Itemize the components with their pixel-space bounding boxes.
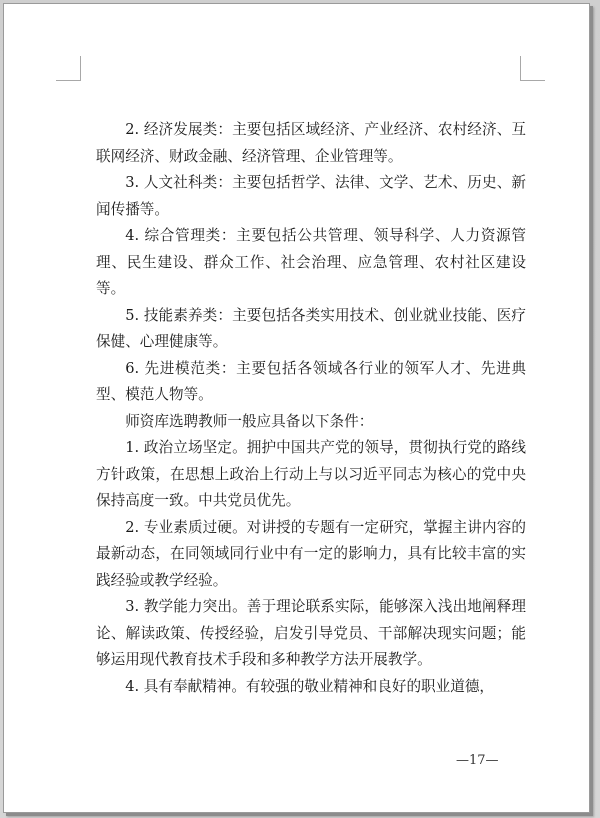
page-number: —17— <box>456 753 499 768</box>
paragraph-condition-professional: 2. 专业素质过硬。对讲授的专题有一定研究，掌握主讲内容的最新动态，在同领域同行业中有一定的影响力，具有比较丰富的实践经验或教学经验。 <box>96 518 526 589</box>
paragraph-humanities: 3. 人文社科类：主要包括哲学、法律、文学、艺术、历史、新闻传播等。 <box>96 174 526 218</box>
paragraph-condition-dedication: 4. 具有奉献精神。有较强的敬业精神和良好的职业道德， <box>125 677 495 695</box>
crop-mark-top-left <box>56 56 81 81</box>
paragraph-economy: 2. 经济发展类：主要包括区域经济、产业经济、农村经济、互联网经济、财政金融、经济管理、企业管理等。 <box>96 121 526 165</box>
paragraph-skills: 5. 技能素养类：主要包括各类实用技术、创业就业技能、医疗保健、心理健康等。 <box>96 306 526 350</box>
page-body <box>96 117 526 700</box>
paragraph-models: 6. 先进模范类：主要包括各领域各行业的领军人才、先进典型、模范人物等。 <box>96 359 526 403</box>
paragraph-condition-teaching: 3. 教学能力突出。善于理论联系实际，能够深入浅出地阐释理论、解读政策、传授经验，启发引导党员、干部解决现实问题；能够运用现代教育技术手段和多种教学方法开展教学。 <box>96 598 526 668</box>
paragraph-conditions-intro: 师资库选聘教师一般应具备以下条件： <box>125 412 374 430</box>
document-page <box>3 3 590 813</box>
paragraph-management: 4. 综合管理类：主要包括公共管理、领导科学、人力资源管理、民生建设、群众工作、社会治理、应急管理、农村社区建设等。 <box>96 227 526 297</box>
paragraph-condition-political: 1. 政治立场坚定。拥护中国共产党的领导，贯彻执行党的路线方针政策，在思想上政治上行动上与以习近平同志为核心的党中央保持高度一致。中共党员优先。 <box>96 439 526 509</box>
crop-mark-top-right <box>520 56 545 81</box>
